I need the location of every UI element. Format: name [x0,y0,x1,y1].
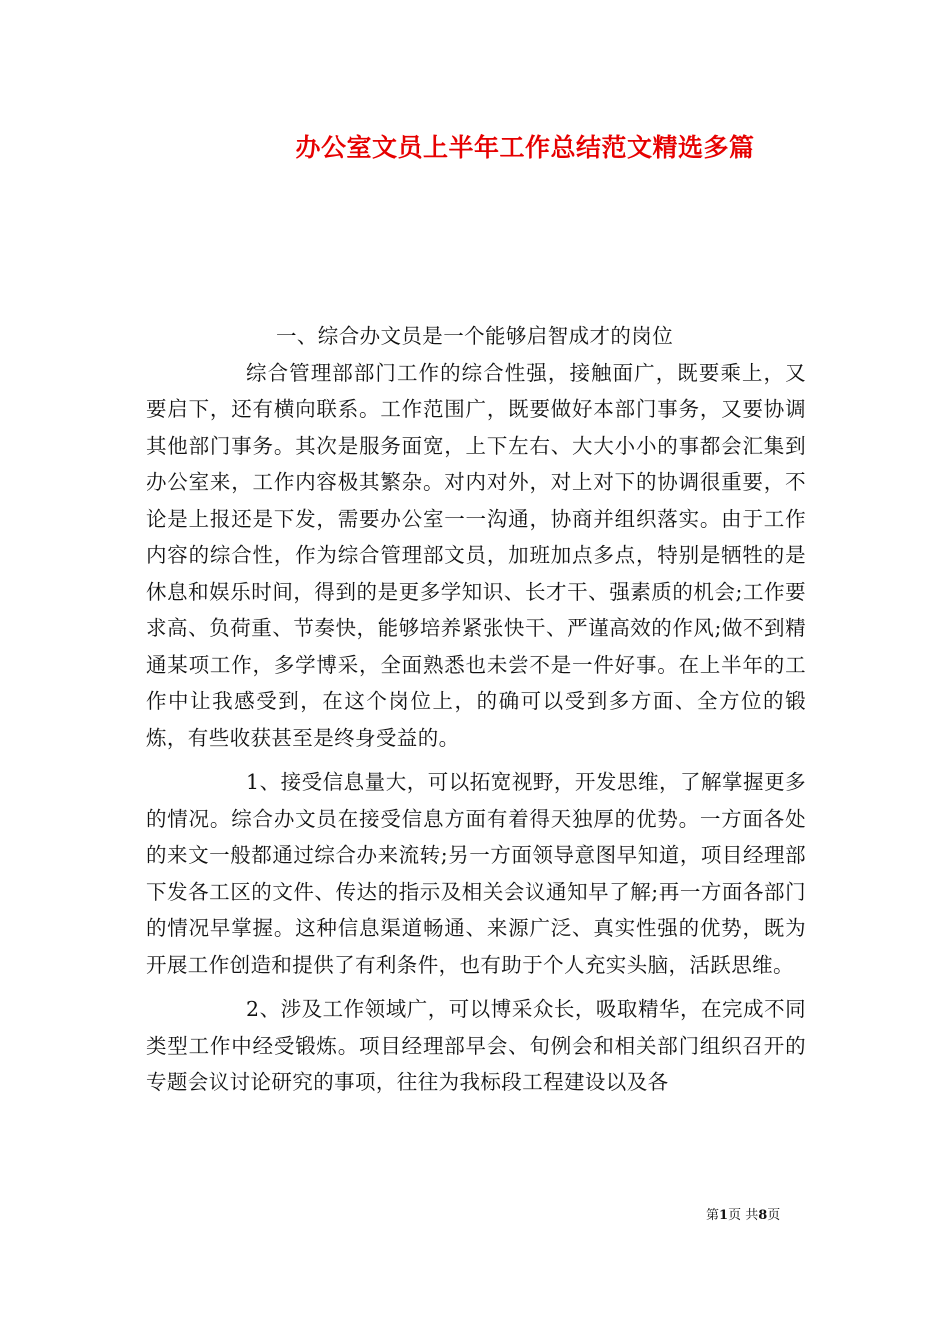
paragraph-1: 综合管理部部门工作的综合性强，接触面广，既要乘上，又要启下，还有横向联系。工作范围广，既要做好本部门事务，又要协调其他部门事务。其次是服务面宽，上下左右、大大小小的事都会汇集到办公室来，工作内容极其繁杂。对内对外，对上对下的协调很重要，不论是上报还是下发，需要办公室一一沟通，协商并组织落实。由于工作内容的综合性，作为综合管理部文员，加班加点多点，特别是牺牲的是休息和娱乐时间，得到的是更多学知识、长才干、强素质的机会;工作要求高、负荷重、节奏快，能够培养紧张快干、严谨高效的作风;做不到精通某项工作，多学博采，全面熟悉也未尝不是一件好事。在上半年的工作中让我感受到，在这个岗位上，的确可以受到多方面、全方位的锻炼，有些收获甚至是终身受益的。 [146,360,806,750]
current-page-number: 1 [719,1208,729,1223]
document-title: 办公室文员上半年工作总结范文精选多篇 [295,133,755,162]
footer-prefix: 第 [706,1208,720,1223]
total-pages-number: 8 [758,1208,768,1223]
footer-suffix: 页 [767,1208,781,1223]
paragraph-3: 2、涉及工作领域广，可以博采众长，吸取精华，在完成不同类型工作中经受锻炼。项目经理部早会、旬例会和相关部门组织召开的专题会议讨论研究的事项，往往为我标段工程建设以及各 [146,997,806,1094]
footer-middle: 页 共 [728,1208,759,1223]
section-heading: 一、综合办文员是一个能够启智成才的岗位 [276,324,674,348]
page-number-footer [706,1204,780,1223]
document-body [146,318,806,1101]
paragraph-2: 1、接受信息量大，可以拓宽视野，开发思维，了解掌握更多的情况。综合办文员在接受信息方面有着得天独厚的优势。一方面各处的来文一般都通过综合办来流转;另一方面领导意图早知道，项目经理部下发各工区的文件、传达的指示及相关会议通知早了解;再一方面各部门的情况早掌握。这种信息渠道畅通、来源广泛、真实性强的优势，既为开展工作创造和提供了有利条件，也有助于个人充实头脑，活跃思维。 [146,770,806,977]
